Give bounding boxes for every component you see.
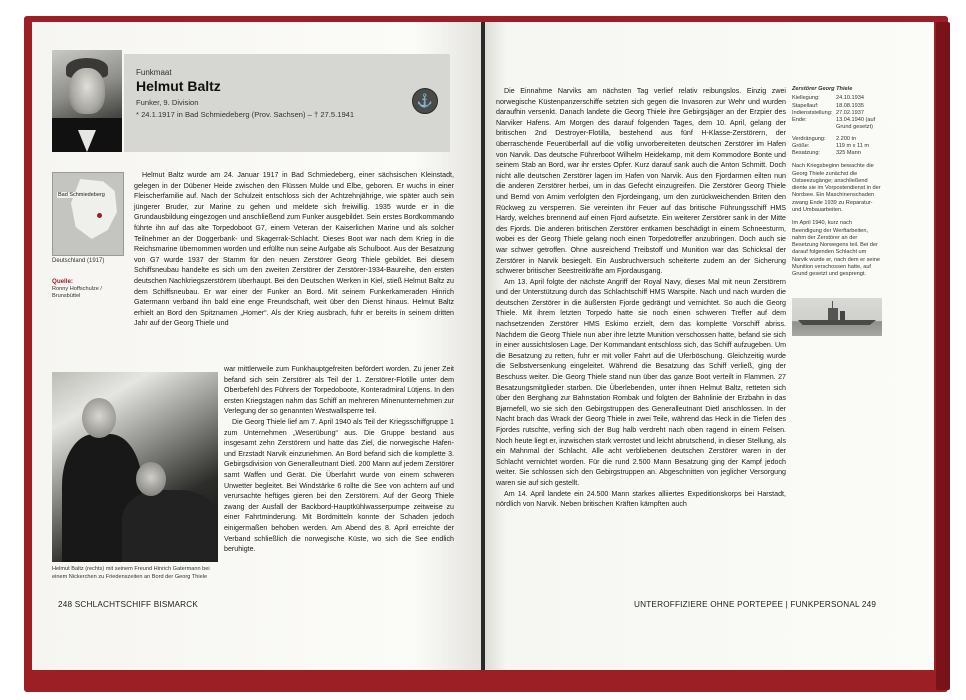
friends-photo xyxy=(52,372,218,562)
life-dates: * 24.1.1917 in Bad Schmiedeberg (Prov. Sachsen) – † 27.5.1941 xyxy=(136,110,355,119)
source-text: Ronny Hoffschulze / Brunsbüttel xyxy=(52,286,102,300)
ship-facts-table xyxy=(792,95,882,157)
sidebar-note-2: Im April 1940, kurz nach Beendigung der Werftarbeiten, nahm der Zerstörer an der Besetzung Norwegens teil. Bei der darauf folgenden Schlacht um Narvik wurde er, nach dem er seine Munition verschossen hatte, auf Grund gesetzt und gesprengt. xyxy=(792,220,880,278)
ship-hull xyxy=(798,320,876,325)
ship-fact-row: Ende: 13.04.1940 (auf Grund gesetzt) xyxy=(792,117,876,131)
left-body-text-lower xyxy=(224,364,454,555)
anchor-icon: ⚓ xyxy=(412,88,438,114)
book-gutter xyxy=(481,22,485,670)
right-paragraph-3: Am 14. April landete ein 24.500 Mann starkes alliiertes Expeditionskorps bei Harstadt, nördlich von Narvik. Neben britischen Kräften kämpften auch xyxy=(496,489,786,509)
sidebar-title: Zerstörer Georg Thiele xyxy=(792,86,853,92)
map-caption: Deutschland (1917) xyxy=(52,258,105,264)
map-location-dot xyxy=(97,213,102,218)
photo-head-left xyxy=(82,398,116,438)
left-body-text xyxy=(134,170,454,329)
right-paragraph-2: Am 13. April folgte der nächste Angriff der Royal Navy, dieses Mal mit neun Zerstörern und der Unterstützung durch das Schlachtschiff HMS Warspite. Nach und nach wurden die deutschen Zerstörer in die äußersten Fjorde gedrängt und vernichtet. So auch die Georg Thiele. Mit ihrem letzten Torpedo hatte sie noch einen schweren Treffer auf dem nachsetzenden Zerstörer HMS Eskimo erzielt, dem das komplette Vorschiff abriss. Nachdem die Georg Thiele nun aber ihre letzte Munition verschossen hatte, befand sie sich in einer aussichtslosen Lage. Der Kommandant entschloss sich, das Schiff aufzugeben. Um die Besatzung zu retten, fuhr er mit voller Fahrt auf die Uferböschung. Gleichzeitig wurde die Selbstversenkung eingeleitet. Während die Besatzung das Schiff verließ, ging der Beschuss weiter. Die Georg Thiele stand nun über das ganze Boot verteilt in Flammen. 27 Besatzungsmitglieder starben. Die Überlebenden, unter ihnen Helmut Baltz, retteten sich über den Berghang zur Bahnstation Rombak und folgten der Bahnlinie der Erzbahn in das Bjørnefell, wo sie sich den Gebirgstruppen des Generalleutnant Dietl anschlossen. In der Nacht brach das Wrack der Georg Thiele in zwei Teile, während das Heck in die Tiefen des Fjordes rutschte, verfing sich der Bug halb verdreht nach oben ragend in einem Felsen. Noch heute liegt er, inzwischen stark verrostet und leicht abrutschend, in dieser Stellung, als ein Mahnmal der Schlacht. Alle acht verbliebenen deutschen Zerstörer waren in der Schlacht vernichtet worden. Für die rund 2.500 Mann Besatzung ging der Kampf jedoch weiter. Sie schlossen sich den Gebirgstruppen an. Abgeschnitten von jeglicher Versorgung waren sie auf sich gestellt. xyxy=(496,277,786,487)
ship-funnel xyxy=(840,311,845,320)
portrait-collar-v xyxy=(78,130,96,152)
book-cover-edge xyxy=(936,22,950,690)
photo-figure-right xyxy=(122,490,218,562)
role-label: Funker, 9. Division xyxy=(136,98,199,107)
ship-bridge xyxy=(828,308,838,320)
map-land xyxy=(71,179,117,239)
right-folio: UNTEROFFIZIERE OHNE PORTEPEE | FUNKPERSONAL 249 xyxy=(634,600,877,609)
left-folio: 248 SCHLACHTSCHIFF BISMARCK xyxy=(58,600,199,609)
right-body-text xyxy=(496,86,786,510)
right-paragraph-1: Die Einnahme Narviks am nächsten Tag verlief relativ reibungslos. Einzig zwei norwegische Küstenpanzerschiffe setzten sich gegen die Invasoren zur Wehr und wurden daraufhin versenkt. Danach landete die Georg Thiele ihre Gebirgsjäger an der Erzpier des Narviker Hafens. Am Morgen des darauf folgenden Tages, dem 10. April, gelang der britischen 2nd Destroyer-Flotilla, bestehend aus fünf H-Klasse-Zerstörern, der überraschende Feuerüberfall auf die völlig unvorbereiteten deutschen Zerstörer im Hafen von Narvik. Das deutsche Führerboot Wilhelm Heidekamp, mit dem Kommodore Bonte und seinem Stab an Bord, war ihr erstes Opfer. Kurz darauf sank auch die Anton Schmitt. Doch nicht alle deutschen Zerstörer lagen im Hafen von Narvik. Aus den Fjordarmen eilten nun die anderen Zerstörer herbei, um in das Gefecht einzugreifen. Die Zerstörer Georg Thiele und Bernd von Arnim verfolgten den Fjordeingang, um den zurückweichenden Briten den Rückweg zu versperren. Sie vereinten ihr Feuer auf das britische Führungsschiff HMS Hardy, welches brennend auf einen Fjord aufsetzte. Ein weiterer Zerstörer sank in der Mitte des Fjords. Die anderen britischen Zerstörer entkamen beschädigt in einem Schneesturm, wobei es der Georg Thiele gelang noch einen Torpedotreffer anzubringen. Doch auch sie war schwer getroffen. Ohne ausreichend Treibstoff und Munition war das Schicksal der Zerstörer in Narvik besiegelt. Ein Ausbruchversuch scheiterte zudem an der Sicherung schwerer britischer Seestreitkräfte am Fjordausgang. xyxy=(496,87,786,276)
map-location-label: Bad Schmiedeberg xyxy=(58,192,105,198)
portrait-face xyxy=(69,68,105,114)
ship-sidebar xyxy=(792,86,882,278)
ship-fact-row: Besatzung: 325 Mann xyxy=(792,150,861,157)
sidebar-note-1: Nach Kriegsbeginn bewachte die Georg Thiele zunächst die Ostseezugänge; anschließend diente sie im Vorpostendienst in der Nordsee. Ein Maschinenschaden zwang Ende 1939 zu Reparatur- und Umbauarbeiten. xyxy=(792,163,881,213)
ship-fact-row: Verdrängung: 2.200 tn xyxy=(792,135,857,142)
ship-fact-row: Stapellauf: 18.08.1935 xyxy=(792,102,864,109)
germany-map xyxy=(52,172,124,256)
ship-fact-row: Indienststellung: 27.02.1937 xyxy=(792,109,864,116)
left-paragraph-2: Die Georg Thiele lief am 7. April 1940 als Teil der Kriegsschiffgruppe 1 zum Unternehmen „Weserübung“ aus. Die Gruppe bestand aus insgesamt zehn Zerstörern und hatte das Ziel, die norwegische Hafen- und Erzstadt Narvik einzunehmen. An Bord befand sich die komplette 3. Gebirgsdivision von Generalleutnant Dietl. 200 Mann auf jedem Zerstörer samt Waffen und Gerät. Die Überfahrt wurde von einem schweren Unwetter begleitet. Bei Windstärke 6 rollte die See von achtern auf und verursachte heftiges gieren bei den Zerstörern. Auf der Georg Thiele zwang der Ausfall der Backbord-Hauptkühlwasserpumpe zeitweise zu einer Fahrtminderung. Mit Bordmitteln konnte der Schaden jedoch einigermaßen behoben werden. Am Abend des 8. April erreichte der Verband schließlich die norwegische Küste, wo sich die See endlich beruhigte. xyxy=(224,417,454,554)
portrait-photo xyxy=(52,50,122,152)
ship-fact-row: Kiellegung: 24.10.1934 xyxy=(792,95,864,102)
photo-caption: Helmut Baltz (rechts) mit seinem Freund Hinrich Gatermann bei einem Nickerchen zu Friedenszeiten an Bord der Georg Thiele xyxy=(52,566,210,580)
ship-fact-row: Größe: 119 m x 11 m xyxy=(792,142,870,149)
destroyer-photo xyxy=(792,298,882,336)
photo-head-right xyxy=(136,462,166,496)
left-paragraph-1: Helmut Baltz wurde am 24. Januar 1917 in Bad Schmiedeberg, einer sächsischen Kleinstadt, gelegen in der Dübener Heide zwischen den Flüssen Mulde und Elbe, geboren. Er wuchs in einer Fleischerfamilie auf. Nach der Schulzeit entschloss sich der Achtzehnjährige, wie später auch sein jüngerer Bruder, zur Marine zu gehen und meldete sich freiwillig. 1935 wurde er in die Grundausbildung eingezogen und anschließend zum Funker ausgebildet. Sein erstes Bordkommando führte ihn auf das alte Torpedoboot G7, einem Veteran der Kaiserlichen Marine und als solcher Teilnehmer an der Doggerbank- und Skagerrak-Schlacht. Dieses Boot war nach dem Krieg in die Reichsmarine übernommen worden und erfüllte nun seine Aufgabe als Schulboot. Aus der Besatzung von G7 wurde 1937 der Stamm für den neuen Zerstörer Georg Thiele gebildet. Bei diesem Schiffsneubau handelte es sich um den zweiten Zerstörer der Zerstörer-1934-Baureihe, den ersten deutschen Nachkriegszerstörern überhaupt. Bei den Deutschen Werken in Kiel, stieß Helmut Baltz zu dem Schiffsneubau. Er war einer der Funker an Bord. Mit seinem Funkerkameraden Hinrich Gatermann verband ihn bald eine enge Freundschaft, weit über den Dienst hinaus. Helmut Baltz erhielt an Bord den Spitznamen „Homer“. Als der Krieg ausbrach, fuhr er bereits in seinem dritten Jahr auf der Georg Thiele und xyxy=(134,171,454,328)
person-name: Helmut Baltz xyxy=(136,78,221,94)
source-title: Quelle: xyxy=(52,278,73,285)
left-paragraph-1-cont: war mittlerweile zum Funkhauptgefreiten befördert worden. Zu jener Zeit befand sich sein Zerstörer als Teil der 1. Zerstörer-Flotille unter dem Oberbefehl des Führers der Torpedoboote, Konteradmiral Lütjens. In den ersten Kriegstagen nahm das Schiff an mehreren Minenunternehmen zur Verlegung der so genannten Westwallsperre teil. xyxy=(224,365,454,416)
rank-label: Funkmaat xyxy=(136,68,172,77)
